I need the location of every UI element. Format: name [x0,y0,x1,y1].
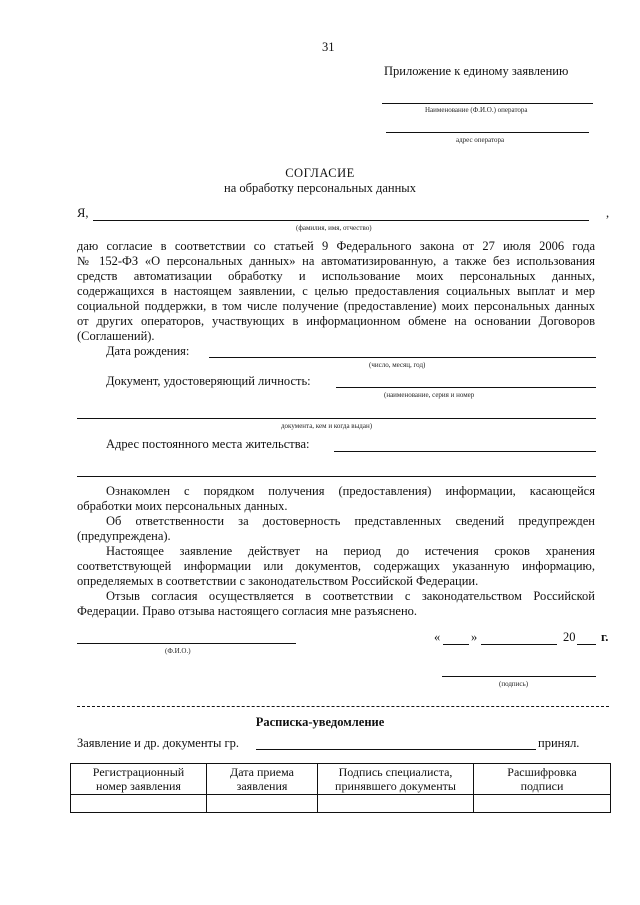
signature-line[interactable] [442,676,596,677]
table-row [71,795,611,813]
declarant-comma: , [606,206,610,220]
appendix-title: Приложение к единому заявлению [384,64,569,78]
consent-line: содержащихся в настоящем заявлении, с целью предоставления социальных выплат и мер [77,284,595,298]
receipt-accepted-prefix: Заявление и др. документы гр. [77,736,240,750]
declarant-name-line[interactable] [93,220,589,221]
birth-date-label: Дата рождения: [106,344,190,358]
table-cell-date[interactable] [207,795,318,813]
document-subtitle: на обработку персональных данных [224,181,416,195]
identity-doc-caption: (наименование, серия и номер [384,391,475,399]
table-header-cell: Расшифровка подписи [474,764,611,795]
receipt-accepted-suffix: принял. [538,736,580,750]
statement-line: Об ответственности за достоверность представленных сведений предупрежден [106,514,595,528]
birth-date-line[interactable] [209,357,596,358]
date-year-suffix: г. [601,630,609,644]
receipt-name-line[interactable] [256,749,536,750]
table-cell-decoding[interactable] [474,795,611,813]
statement-line: Настоящее заявление действует на период до истечения сроков хранения [106,544,595,558]
statement-line: обработки моих персональных данных. [77,499,288,513]
operator-address-caption: адрес оператора [456,136,505,144]
receipt-title: Расписка-уведомление [255,715,385,729]
operator-address-line[interactable] [386,132,589,133]
statement-line: (предупреждена). [77,529,171,543]
statement-line: Федерации. Право отзыва настоящего согласия мне разъяснено. [77,604,418,618]
declarant-pronoun: Я, [77,206,89,220]
identity-doc-line-2[interactable] [77,418,596,419]
address-label: Адрес постоянного места жительства: [106,437,310,451]
consent-line: (Соглашений). [77,329,155,343]
statement-line: соответствующей информации или документов, содержащих указанную информацию, [77,559,595,573]
registration-table [70,763,611,813]
operator-name-line[interactable] [382,103,593,104]
cut-line-separator [77,706,609,707]
signature-caption: (подпись) [499,680,529,688]
table-header-cell: Подпись специалиста, принявшего документы [318,764,474,795]
date-month-line[interactable] [481,644,557,645]
address-line[interactable] [334,451,596,452]
consent-line: средств автоматизации обработку и использование моих персональных данных, [77,269,595,283]
consent-line: социальной поддержки, в том числе получение (предоставление) моих персональных данных [77,299,595,313]
identity-doc-line[interactable] [336,387,596,388]
statement-line: определяемых в соответствии с законодательством Российской Федерации. [77,574,479,588]
table-header-cell: Регистрационный номер заявления [71,764,207,795]
date-year-prefix: 20 [563,630,576,644]
consent-line: № 152-ФЗ «О персональных данных» на автоматизированную, а также без использования [77,254,595,268]
date-quote-close: » [471,630,478,644]
statement-line: Отзыв согласия осуществляется в соответствии с законодательством Российской [106,589,595,603]
fio-caption: (Ф.И.О.) [165,647,191,655]
table-header-cell: Дата приема заявления [207,764,318,795]
date-day-line[interactable] [443,644,469,645]
operator-name-caption: Наименование (Ф.И.О.) оператора [425,106,528,114]
consent-line: даю согласие в соответствии со статьей 9 Федерального закона от 27 июля 2006 года [77,239,595,253]
table-header-row [71,764,611,795]
birth-date-caption: (число, месяц, год) [369,361,426,369]
address-line-2[interactable] [77,476,596,477]
document-title: СОГЛАСИЕ [285,166,355,180]
table-cell-reg-number[interactable] [71,795,207,813]
consent-line: от других операторов, участвующих в информационном обмене на основании Договоров [77,314,595,328]
fio-line[interactable] [77,643,296,644]
statement-line: Ознакомлен с порядком получения (предоставления) информации, касающейся [106,484,595,498]
identity-doc-label: Документ, удостоверяющий личность: [106,374,311,388]
table-cell-signature[interactable] [318,795,474,813]
date-year-line[interactable] [577,644,596,645]
page-number: 31 [322,40,335,54]
date-quote-open: « [434,630,441,644]
identity-doc-caption-2: документа, кем и когда выдан) [281,422,373,430]
declarant-name-caption: (фамилия, имя, отчество) [296,224,372,232]
